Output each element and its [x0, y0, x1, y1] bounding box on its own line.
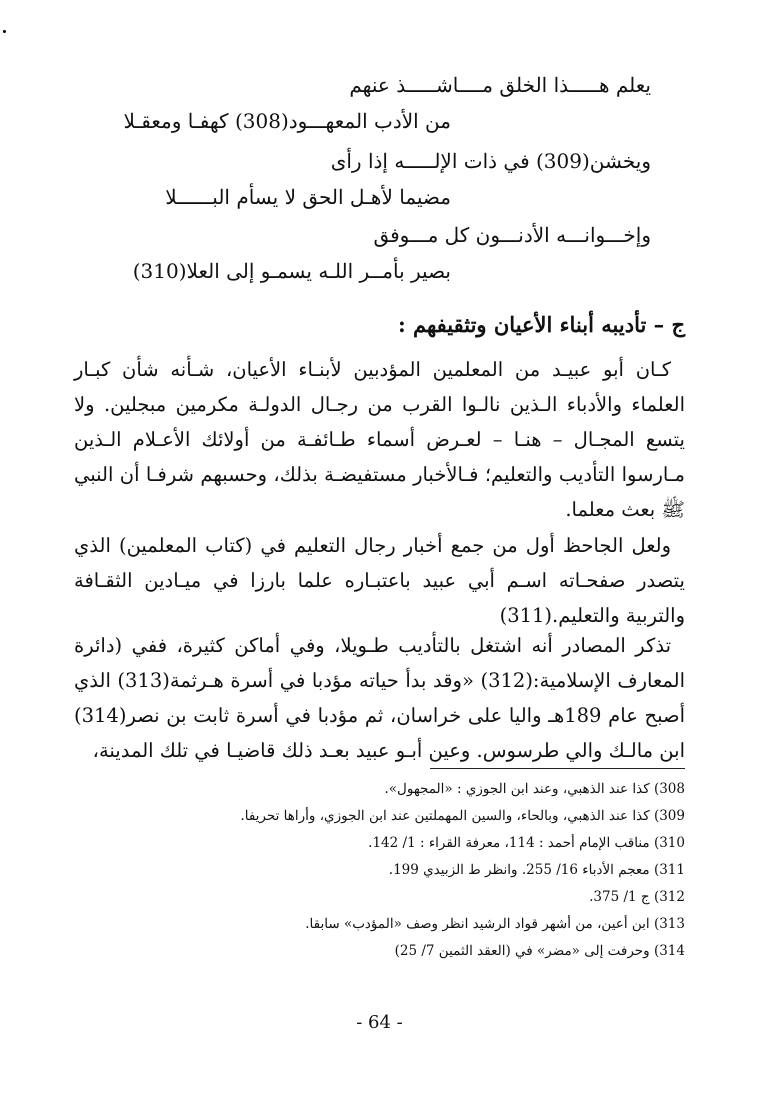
footnote-314: 314) وحرفت إلى «مضر» في (العقد الثمين 7/ 25) — [394, 943, 685, 959]
footnote-308: 308) كذا عند الذهبي، وعند ابن الجوزي : «المجهول». — [384, 781, 685, 797]
footnote-311: 311) معجم الأدباء 16/ 255. وانظر ط الزبيدي 199. — [388, 862, 685, 878]
footnote-309: 309) كذا عند الذهبي، وبالحاء، والسين المهملتين عند ابن الجوزي، وأراها تحريفا. — [240, 808, 685, 824]
footnote-310: 310) مناقب الإمام أحمد : 114، معرفة القراء : 1/ 142. — [368, 835, 685, 851]
poem-line-5: وإخـــوانـــه الأدنـــون كل مـــوفق — [373, 223, 651, 247]
scan-speck — [3, 30, 6, 33]
page-number: - 64 - — [356, 1012, 403, 1033]
poem-line-1: يعلم هـــــذا الخلق مــــاشـــــذ عنهم — [349, 73, 651, 97]
footnote-separator — [430, 768, 685, 769]
paragraph-1: كـان أبو عبيـد من المعلمين المؤدبين لأبنـاء الأعيان، شـأنه شأن كبـار العلماء والأدباء الـذين نالـوا القرب من رجـال الدولـة مكرمين مبجلين. ولا يتسع المجـال – هنـا – لعـرض أسماء طـائفـة من أولائك الأعـلام الـذين مـارسوا التأديب والتعليم؛ فـالأخبار مستفيضـة بذلك، وحسبهم شرفـا أن النبي ﷺ بعث معلما. — [74, 358, 685, 521]
paragraph-2: ولعل الجاحظ أول من جمع أخبار رجال التعليم في (كتاب المعلمين) الذي يتصدر صفحـاته اسـم أبي عبيد باعتبـاره علما بارزا في ميـادين الثقـافة والتربية والتعليم.(311) — [74, 534, 685, 627]
poem-line-2: من الأدب المعهـــود(308) كهفـا ومعقـلا — [123, 109, 451, 133]
footnote-312: 312) ج 1/ 375. — [589, 889, 685, 905]
paragraph-3: تذكر المصادر أنه اشتغل بالتأديب طـويلا، وفي أماكن كثيرة، ففي (دائرة المعارف الإسلامية:(312) «وقد بدأ حياته مؤدبا في أسرة هـرثمة(313) الذي أصبح عام 189هـ واليا على خراسان، ثم مؤدبا في أسرة ثابت بن نصر(314) ابن مالـك والي طرسوس. وعين أبـو عبيد بعـد ذلك قاضيـا في تلك المدينة، — [74, 634, 685, 762]
footnotes — [74, 776, 685, 965]
poem-line-3: ويخشن(309) في ذات الإلـــــه إذا رأى — [330, 149, 651, 173]
poem-line-4: مضيما لأهـل الحق لا يسأم البــــــلا — [165, 185, 451, 209]
footnote-313: 313) ابن أعين، من أشهر قواد الرشيد انظر وصف «المؤدب» سابقا. — [305, 916, 685, 932]
poem-line-6: بصير بأمــر اللـه يسمـو إلى العلا(310) — [132, 259, 451, 283]
section-heading: ج – تأديبه أبناء الأعيان وتثقيفهم : — [397, 312, 685, 337]
